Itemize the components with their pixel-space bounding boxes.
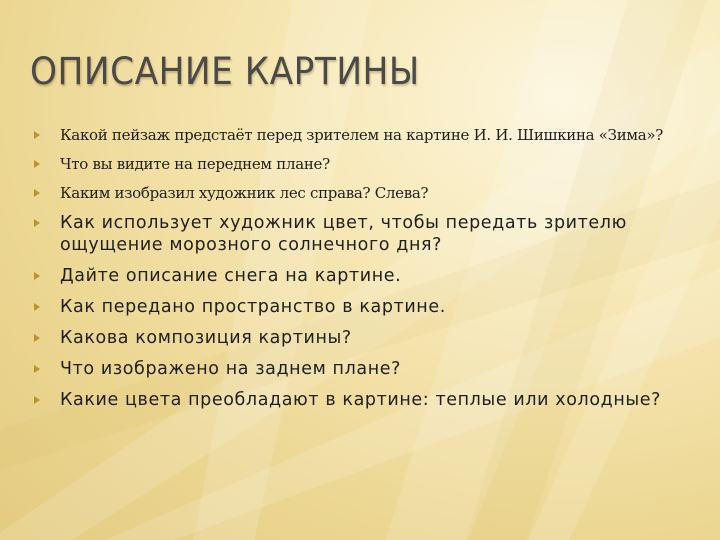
list-item-text: Как использует художник цвет, чтобы передать зрителю ощущение морозного солнечного дня? [60, 213, 627, 255]
list-item [32, 125, 682, 145]
list-item-text: Какие цвета преобладают в картине: теплые или холодные? [60, 390, 662, 410]
slide-title: ОПИСАНИЕ КАРТИНЫ [30, 50, 420, 93]
triangle-bullet-icon [34, 396, 40, 404]
triangle-bullet-icon [34, 334, 40, 342]
list-item [32, 212, 682, 256]
list-item-text: Что вы видите на переднем плане? [60, 155, 330, 173]
list-item-text: Каким изобразил художник лес справа? Слева? [60, 184, 429, 202]
list-item-text: Как передано пространство в картине. [60, 297, 446, 317]
list-item-text: Какой пейзаж предстаёт перед зрителем на картине И. И. Шишкина «Зима»? [60, 126, 664, 144]
triangle-bullet-icon [34, 189, 40, 197]
triangle-bullet-icon [34, 131, 40, 139]
list-item [32, 183, 682, 203]
triangle-bullet-icon [34, 365, 40, 373]
list-item [32, 327, 682, 349]
list-item-text: Какова композиция картины? [60, 328, 352, 348]
triangle-bullet-icon [34, 303, 40, 311]
triangle-bullet-icon [34, 219, 40, 227]
triangle-bullet-icon [34, 272, 40, 280]
list-item-text: Дайте описание снега на картине. [60, 266, 402, 286]
list-item [32, 154, 682, 174]
question-list [32, 125, 682, 420]
list-item [32, 389, 682, 411]
list-item-text: Что изображено на заднем плане? [60, 359, 401, 379]
list-item [32, 358, 682, 380]
list-item [32, 265, 682, 287]
triangle-bullet-icon [34, 160, 40, 168]
list-item [32, 296, 682, 318]
